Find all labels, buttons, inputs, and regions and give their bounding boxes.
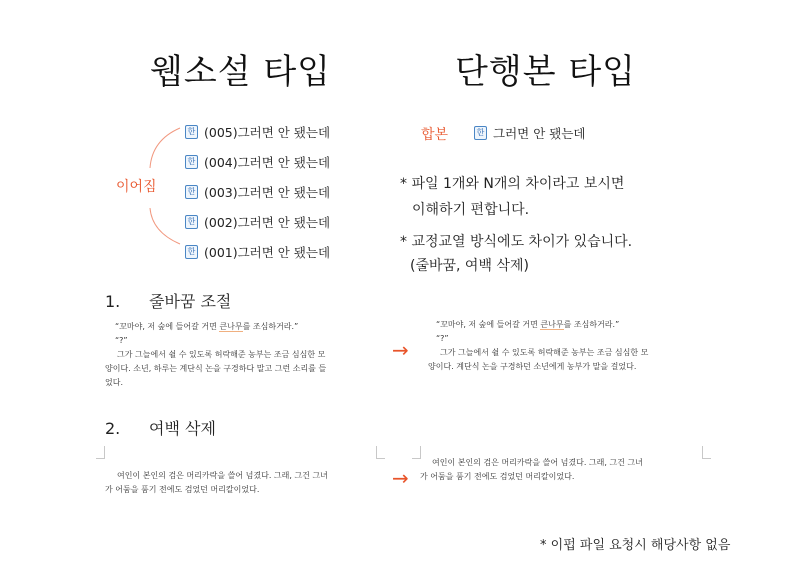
section-1-heading <box>105 289 231 312</box>
sample-1-before: “꼬마야, 저 숲에 들어갈 거면 큰나무를 조심하거라.” “?” 그가 그늘에서 쉴 수 있도록 허락해준 농부는 조금 심심한 모 양이다. 소년, 하루는 계단식 논을 구경하다 말고 그런 소리를 들 었다. <box>105 322 327 387</box>
hwp-file-icon: 한 <box>185 155 198 169</box>
file-item[interactable] <box>185 207 330 237</box>
note-2-line-2: (줄바꿈, 여백 삭제) <box>410 258 529 274</box>
hwp-file-icon: 한 <box>185 215 198 229</box>
file-item[interactable] <box>185 177 330 207</box>
web-file-list <box>185 117 330 267</box>
margin-mark <box>376 446 385 459</box>
section-label: 여백 삭제 <box>149 419 216 438</box>
file-name: 그러면 안 됐는데 <box>493 126 586 141</box>
file-item[interactable] <box>185 147 330 177</box>
sample-2-before: 여인이 본인의 검은 머리카락을 쓸어 넘겼다. 그래, 그건 그녀 가 어둠을 품기 전에도 검었던 머리칼이었다. <box>105 471 328 494</box>
section-number: 1. <box>105 292 121 311</box>
section-label: 줄바꿈 조절 <box>149 292 232 311</box>
hwp-file-icon: 한 <box>474 126 487 140</box>
book-type-title: 단행본 타입 <box>455 52 637 92</box>
note-2-line-1: * 교정교열 방식에도 차이가 있습니다. <box>400 234 633 250</box>
file-name: (004)그러면 안 됐는데 <box>204 155 331 170</box>
note-1-line-1: * 파일 1개와 N개의 차이라고 보시면 <box>400 176 625 192</box>
file-item[interactable] <box>185 117 330 147</box>
merge-label: 합본 <box>421 127 449 143</box>
webnovel-type-title: 웹소설 타입 <box>150 52 332 92</box>
arrow-right-icon: → <box>392 466 409 490</box>
sample-1-after: “꼬마야, 저 숲에 들어갈 거면 큰나무를 조심하거라.” “?” 그가 그늘에서 쉴 수 있도록 허락해준 농부는 조금 심심한 모 양이다. 계단식 논을 구경하던 소년에게 농부가 말을 걸었다. <box>428 320 649 371</box>
file-name: (002)그러면 안 됐는데 <box>204 215 331 230</box>
hwp-file-icon: 한 <box>185 245 198 259</box>
footer-note: * 이펍 파일 요청시 해당사항 없음 <box>540 538 731 553</box>
section-number: 2. <box>105 419 121 438</box>
hwp-file-icon: 한 <box>185 185 198 199</box>
file-name: (001)그러면 안 됐는데 <box>204 245 331 260</box>
book-file-item[interactable] <box>474 124 585 142</box>
connect-label: 이어짐 <box>116 179 157 195</box>
file-name: (005)그러면 안 됐는데 <box>204 125 331 140</box>
file-item[interactable] <box>185 237 330 267</box>
arrow-right-icon: → <box>392 338 409 362</box>
file-name: (003)그러면 안 됐는데 <box>204 185 331 200</box>
margin-mark <box>96 446 105 459</box>
note-1-line-2: 이해하기 편합니다. <box>412 202 530 218</box>
section-2-heading <box>105 416 216 439</box>
hwp-file-icon: 한 <box>185 125 198 139</box>
sample-2-after: 여인이 본인의 검은 머리카락을 쓸어 넘겼다. 그래, 그건 그녀 가 어둠을 품기 전에도 검었던 머리칼이었다. <box>420 458 643 481</box>
